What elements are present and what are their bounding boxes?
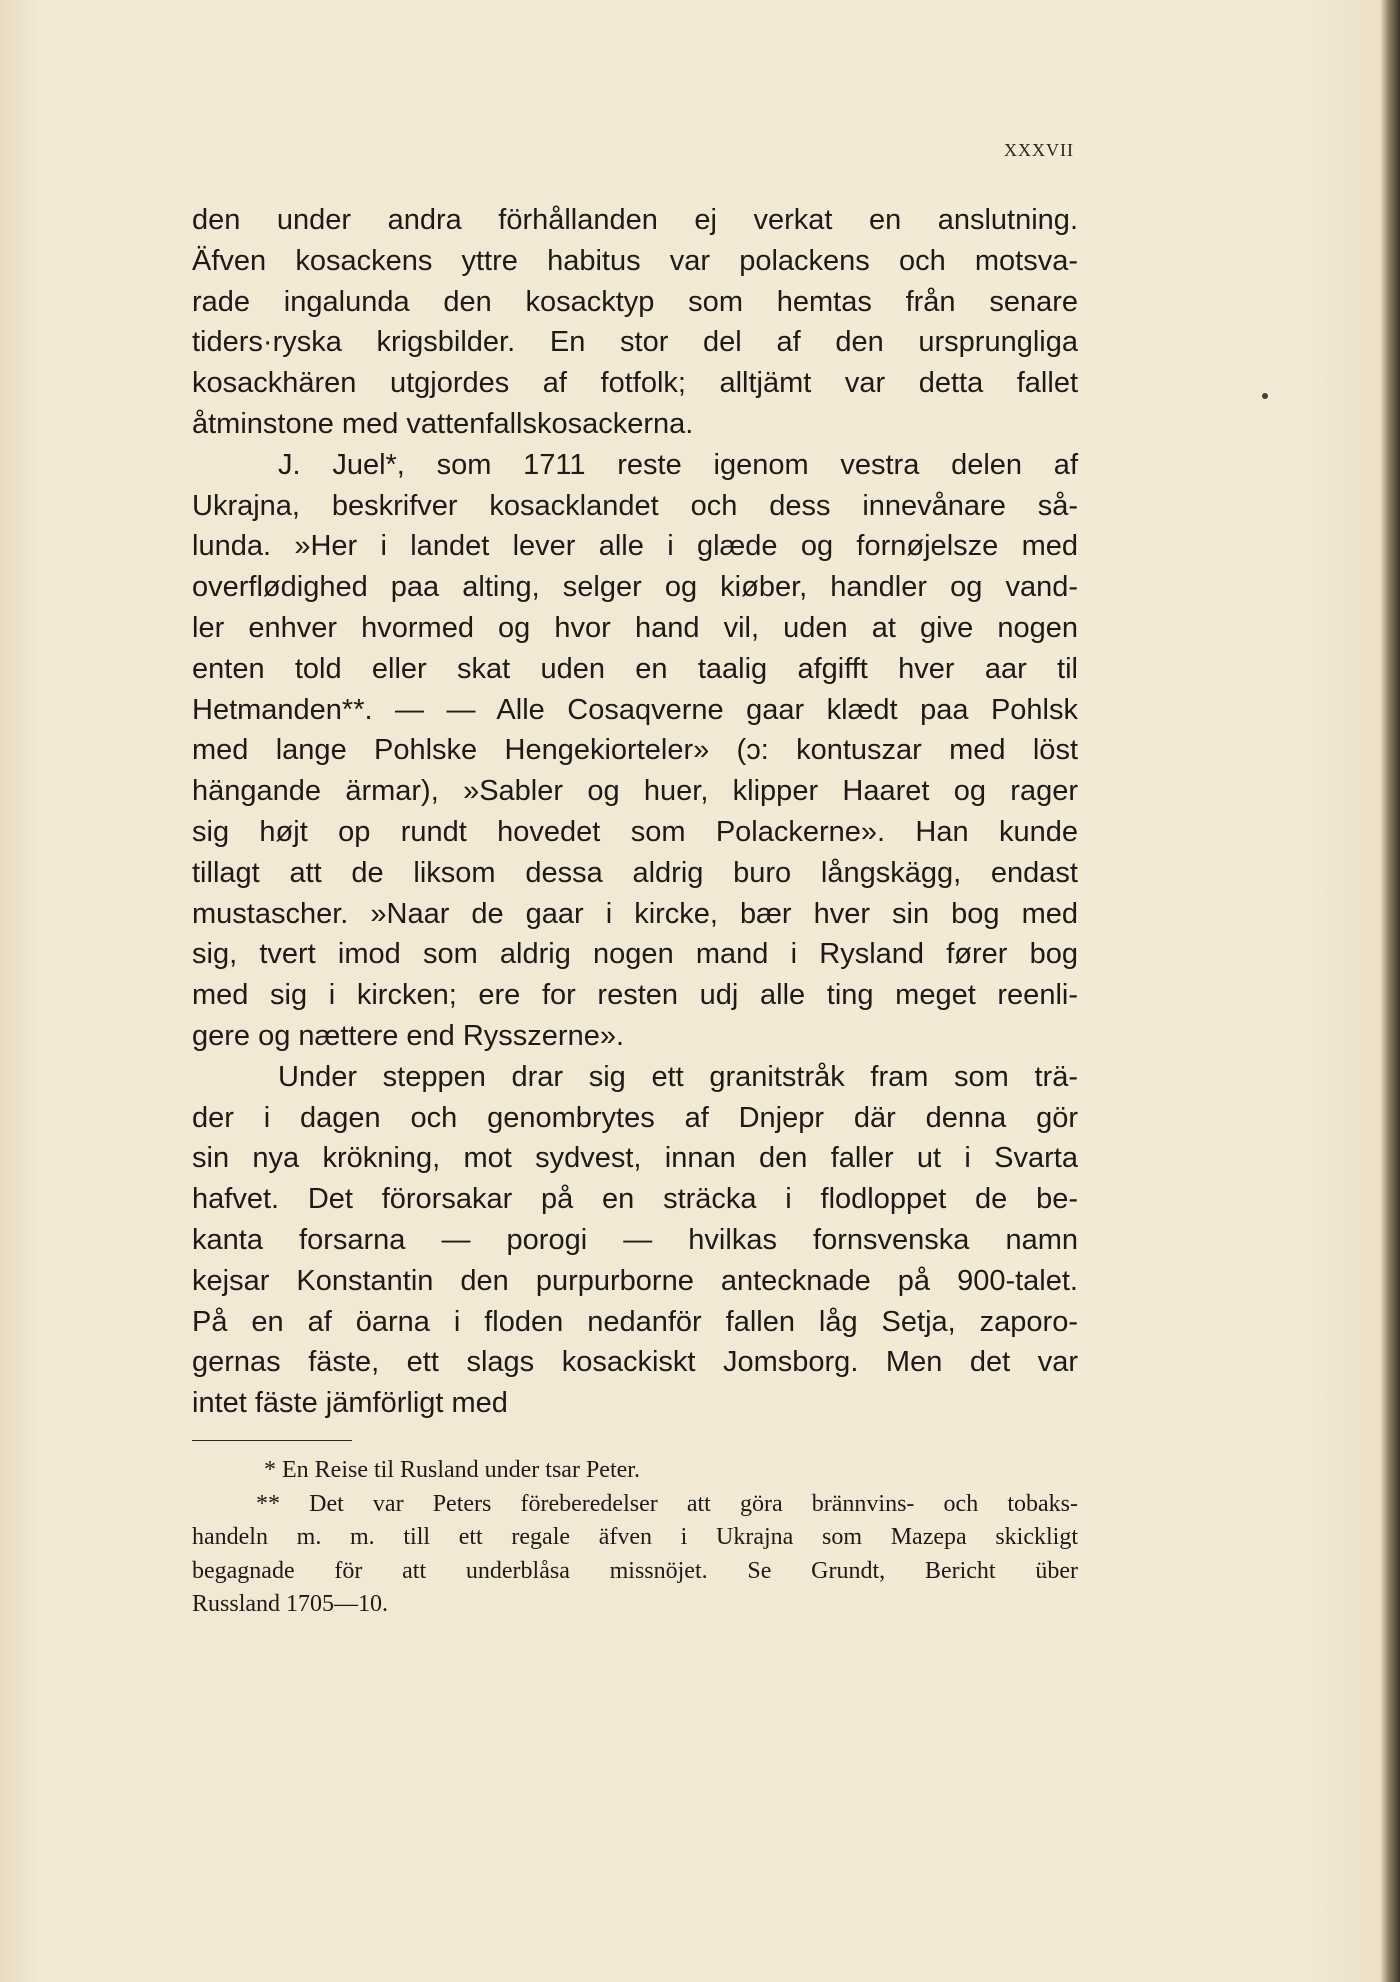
- page-edge: [1390, 0, 1400, 1982]
- text-line: lunda. »Her i landet lever alle i glæde og fornøjelsze med: [192, 530, 1078, 563]
- text-line: med sig i kircken; ere for resten udj alle ting meget reenli-: [192, 979, 1078, 1012]
- text-line: med lange Pohlske Hengekiorteler» (ɔ: kontuszar med löst: [192, 734, 1078, 767]
- text-line: den under andra förhållanden ej verkat en anslutning.: [192, 204, 1078, 236]
- text-line: enten told eller skat uden en taalig afgifft hver aar til: [192, 652, 1078, 685]
- text-line: ler enhver hvormed og hvor hand vil, uden at give nogen: [192, 611, 1078, 644]
- text-line: Äfven kosackens yttre habitus var polackens och motsva-: [192, 244, 1078, 277]
- text-line: sig højt op rundt hovedet som Polackerne». Han kunde: [192, 815, 1078, 848]
- footnote-line: Russland 1705—10.: [192, 1591, 389, 1617]
- text-line: intet fäste jämförligt med: [192, 1387, 508, 1420]
- footnote-line: ** Det var Peters föreberedelser att göra brännvins- och tobaks-: [256, 1490, 1078, 1517]
- text-line: mustascher. »Naar de gaar i kircke, bær hver sin bog med: [192, 897, 1078, 930]
- footnote-line: * En Reise til Rusland under tsar Peter.: [264, 1457, 640, 1483]
- footnotes: [192, 1454, 1078, 1622]
- text-line: sin nya krökning, mot sydvest, innan den faller ut i Svarta: [192, 1142, 1078, 1175]
- text-line: kosackhären utgjordes af fotfolk; alltjämt var detta fallet: [192, 367, 1078, 400]
- text-line: gere og nættere end Rysszerne».: [192, 1019, 625, 1052]
- text-line: Ukrajna, beskrifver kosacklandet och dess innevånare så-: [192, 489, 1078, 522]
- text-line: På en af öarna i floden nedanför fallen låg Setja, zaporo-: [192, 1305, 1078, 1338]
- footnote-line: begagnade för att underblåsa missnöjet. Se Grundt, Bericht über: [192, 1557, 1078, 1584]
- text-line: J. Juel*, som 1711 reste igenom vestra delen af: [278, 448, 1078, 481]
- text-line: hängande ärmar), »Sabler og huer, klipper Haaret og rager: [192, 775, 1078, 808]
- ink-speck: [1262, 393, 1268, 399]
- text-line: gernas fäste, ett slags kosackiskt Jomsborg. Men det var: [192, 1346, 1078, 1379]
- text-line: kejsar Konstantin den purpurborne antecknade på 900-talet.: [192, 1264, 1078, 1297]
- footnote-line: handeln m. m. till ett regale äfven i Ukrajna som Mazepa skickligt: [192, 1524, 1078, 1550]
- footnote-divider: [192, 1440, 352, 1441]
- text-line: overflødighed paa alting, selger og kiøber, handler og vand-: [192, 571, 1078, 604]
- text-line: sig, tvert imod som aldrig nogen mand i Rysland fører bog: [192, 938, 1078, 971]
- text-line: Under steppen drar sig ett granitstråk fram som trä-: [278, 1060, 1078, 1093]
- text-line: Hetmanden**. — — Alle Cosaqverne gaar klædt paa Pohlsk: [192, 693, 1078, 726]
- text-line: rade ingalunda den kosacktyp som hemtas från senare: [192, 285, 1078, 318]
- text-line: åtminstone med vattenfallskosackerna.: [192, 407, 694, 440]
- text-line: hafvet. Det förorsakar på en sträcka i flodloppet de be-: [192, 1183, 1078, 1216]
- body-text: [192, 200, 1078, 1424]
- text-line: der i dagen och genombrytes af Dnjepr där denna gör: [192, 1101, 1078, 1134]
- page-number: XXXVII: [1004, 140, 1074, 160]
- text-line: tillagt att de liksom dessa aldrig buro långskägg, endast: [192, 856, 1078, 889]
- text-line: kanta forsarna — porogi — hvilkas fornsvenska namn: [192, 1223, 1078, 1256]
- text-line: tiders·ryska krigsbilder. En stor del af den ursprungliga: [192, 326, 1078, 359]
